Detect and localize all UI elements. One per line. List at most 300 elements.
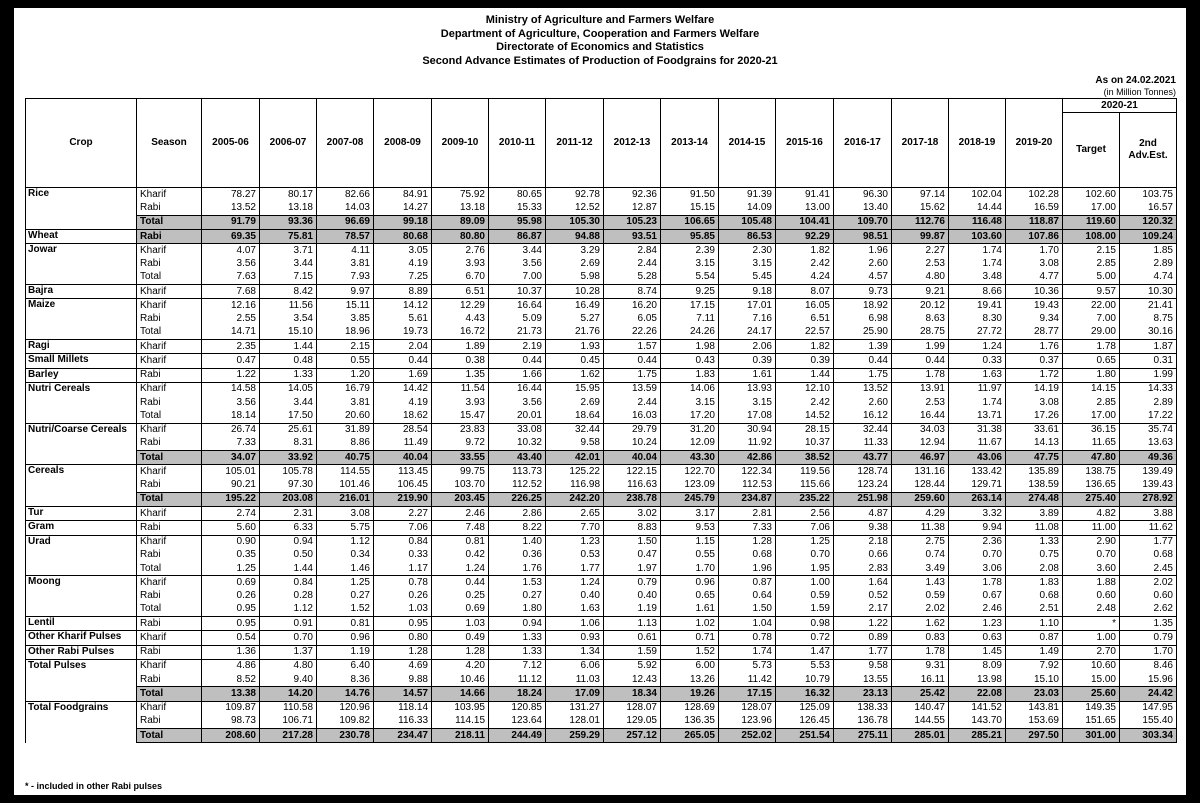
value-cell: 141.52 [949,701,1006,715]
season-label: Kharif [137,423,202,437]
value-cell: 0.33 [374,549,432,562]
season-label: Total [137,451,202,465]
value-cell: 0.37 [1006,354,1063,368]
value-cell: 4.86 [202,659,260,673]
value-cell: 9.21 [892,285,949,299]
value-cell: 9.88 [374,673,432,687]
value-cell: 1.17 [374,562,432,576]
column-header-year: 2018-19 [949,99,1006,188]
value-cell: 28.54 [374,423,432,437]
value-cell: 7.33 [202,437,260,451]
value-cell: 1.78 [949,576,1006,590]
value-cell: 4.43 [432,313,489,326]
table-row [26,465,1177,479]
value-cell: 8.63 [892,313,949,326]
value-cell: 82.66 [317,188,374,202]
value-cell: 23.83 [432,423,489,437]
value-cell: 1.10 [1006,617,1063,631]
table-row [26,188,1177,202]
column-header-year: 2013-14 [661,99,719,188]
value-cell: 1.33 [489,631,546,645]
value-cell: 1.82 [776,340,834,354]
value-cell: 1.59 [604,645,661,659]
value-cell: 32.44 [834,423,892,437]
value-cell: 3.60 [1063,562,1120,576]
value-cell: 203.08 [260,492,317,506]
value-cell: 2.53 [892,258,949,271]
value-cell: 0.64 [719,590,776,603]
value-cell: 0.52 [834,590,892,603]
value-cell: 275.11 [834,729,892,743]
value-cell: 218.11 [432,729,489,743]
value-cell: 106.65 [661,215,719,229]
table-row [26,244,1177,258]
value-cell: 19.73 [374,326,432,340]
value-cell: 1.24 [432,562,489,576]
value-cell: 123.09 [661,479,719,493]
value-cell: 0.54 [202,631,260,645]
season-label: Rabi [137,645,202,659]
value-cell: 97.30 [260,479,317,493]
value-cell: 129.71 [949,479,1006,493]
crop-label: Rice [26,188,137,230]
value-cell: 0.49 [432,631,489,645]
title-line-ministry: Ministry of Agriculture and Farmers Welfare [485,14,715,26]
value-cell: 8.83 [604,521,661,535]
column-header-year: 2006-07 [260,99,317,188]
column-header-year: 2009-10 [432,99,489,188]
value-cell: 0.95 [202,603,260,617]
value-cell: 91.39 [719,188,776,202]
value-cell: 8.86 [317,437,374,451]
value-cell: 0.36 [489,549,546,562]
value-cell: 22.08 [949,687,1006,701]
value-cell: 1.25 [317,576,374,590]
value-cell: 216.01 [317,492,374,506]
value-cell: 1.59 [776,603,834,617]
value-cell: 15.11 [317,299,374,313]
value-cell: 18.64 [546,409,604,423]
value-cell: 116.48 [949,215,1006,229]
value-cell: 252.02 [719,729,776,743]
value-cell: 32.44 [546,423,604,437]
value-cell: 92.29 [776,230,834,244]
value-cell: 1.12 [317,535,374,549]
value-cell: 144.55 [892,715,949,729]
value-cell: 7.06 [374,521,432,535]
value-cell: 0.39 [719,354,776,368]
value-cell: 8.09 [949,659,1006,673]
value-cell: 42.01 [546,451,604,465]
value-cell: 12.52 [546,202,604,216]
season-label: Kharif [137,299,202,313]
value-cell: 103.70 [432,479,489,493]
value-cell: 13.71 [949,409,1006,423]
value-cell: 21.73 [489,326,546,340]
value-cell: 259.60 [892,492,949,506]
value-cell: 12.10 [776,382,834,396]
value-cell: 1.61 [661,603,719,617]
value-cell: 2.69 [546,258,604,271]
value-cell: 18.96 [317,326,374,340]
value-cell: 2.65 [546,507,604,521]
value-cell: 7.00 [489,271,546,285]
season-label: Total [137,603,202,617]
value-cell: 28.75 [892,326,949,340]
season-label: Total [137,562,202,576]
value-cell: 5.53 [776,659,834,673]
value-cell: 2.27 [374,507,432,521]
value-cell: 0.31 [1120,354,1177,368]
value-cell: 89.09 [432,215,489,229]
value-cell: 31.38 [949,423,1006,437]
value-cell: 3.15 [719,396,776,409]
season-label: Rabi [137,202,202,216]
value-cell: 195.22 [202,492,260,506]
value-cell: 143.70 [949,715,1006,729]
value-cell: 1.36 [202,645,260,659]
value-cell: 1.43 [892,576,949,590]
season-label: Rabi [137,521,202,535]
value-cell: 16.79 [317,382,374,396]
value-cell: 1.82 [776,244,834,258]
value-cell: 0.25 [432,590,489,603]
value-cell: 18.92 [834,299,892,313]
value-cell: 31.89 [317,423,374,437]
value-cell: 1.61 [719,368,776,382]
value-cell: 1.74 [719,645,776,659]
table-row [26,673,1177,687]
table-row [26,285,1177,299]
table-row [26,368,1177,382]
value-cell: 0.69 [202,576,260,590]
value-cell: 1.28 [719,535,776,549]
season-label: Rabi [137,617,202,631]
value-cell: 1.87 [1120,340,1177,354]
crop-label: Cereals [26,465,137,507]
value-cell: 257.12 [604,729,661,743]
value-cell: 13.52 [834,382,892,396]
value-cell: 275.40 [1063,492,1120,506]
value-cell: 1.00 [1063,631,1120,645]
value-cell: 96.30 [834,188,892,202]
value-cell: 1.19 [604,603,661,617]
value-cell: 25.61 [260,423,317,437]
value-cell: 1.62 [892,617,949,631]
value-cell: 15.47 [432,409,489,423]
value-cell: 119.56 [776,465,834,479]
production-table [25,98,1177,743]
value-cell: 25.42 [892,687,949,701]
value-cell: 120.96 [317,701,374,715]
crop-label: Nutri/Coarse Cereals [26,423,137,465]
value-cell: 16.57 [1120,202,1177,216]
value-cell: 11.00 [1063,521,1120,535]
value-cell: 13.91 [892,382,949,396]
value-cell: 3.08 [1006,258,1063,271]
value-cell: 9.53 [661,521,719,535]
value-cell: 25.60 [1063,687,1120,701]
value-cell: 14.15 [1063,382,1120,396]
value-cell: 0.70 [776,549,834,562]
value-cell: 1.25 [202,562,260,576]
value-cell: 0.67 [949,590,1006,603]
value-cell: 1.57 [604,340,661,354]
crop-label: Maize [26,299,137,340]
value-cell: 8.07 [776,285,834,299]
value-cell: 1.98 [661,340,719,354]
value-cell: 17.00 [1063,409,1120,423]
value-cell: 1.23 [949,617,1006,631]
value-cell: 116.33 [374,715,432,729]
value-cell: 14.06 [661,382,719,396]
value-cell: 86.87 [489,230,546,244]
value-cell: 1.13 [604,617,661,631]
value-cell: 43.30 [661,451,719,465]
value-cell: 11.03 [546,673,604,687]
value-cell: 0.65 [661,590,719,603]
value-cell: 2.19 [489,340,546,354]
value-cell: 10.24 [604,437,661,451]
value-cell: 15.33 [489,202,546,216]
season-label: Kharif [137,659,202,673]
value-cell: 99.18 [374,215,432,229]
value-cell: 0.84 [374,535,432,549]
value-cell: 29.79 [604,423,661,437]
season-label: Total [137,687,202,701]
title-line-report: Second Advance Estimates of Production of Foodgrains for 2020-21 [422,54,778,67]
value-cell: 0.95 [202,617,260,631]
value-cell: 4.29 [892,507,949,521]
value-cell: 12.94 [892,437,949,451]
value-cell: 0.44 [834,354,892,368]
value-cell: 128.07 [719,701,776,715]
value-cell: 14.76 [317,687,374,701]
value-cell: 36.15 [1063,423,1120,437]
value-cell: 8.52 [202,673,260,687]
table-row [26,631,1177,645]
value-cell: 1.24 [949,340,1006,354]
value-cell: 96.69 [317,215,374,229]
value-cell: 1.53 [489,576,546,590]
value-cell: 11.65 [1063,437,1120,451]
value-cell: 33.92 [260,451,317,465]
value-cell: 17.01 [719,299,776,313]
value-cell: 30.16 [1120,326,1177,340]
value-cell: 2.89 [1120,396,1177,409]
value-cell: 14.57 [374,687,432,701]
season-label: Rabi [137,549,202,562]
value-cell: 1.22 [834,617,892,631]
value-cell: 5.61 [374,313,432,326]
value-cell: 0.98 [776,617,834,631]
value-cell: * [1063,617,1120,631]
crop-label: Gram [26,521,137,535]
value-cell: 2.76 [432,244,489,258]
value-cell: 125.09 [776,701,834,715]
as-on-date: As on 24.02.2021 [1095,75,1176,86]
value-cell: 14.13 [1006,437,1063,451]
value-cell: 22.57 [776,326,834,340]
season-label: Total [137,215,202,229]
value-cell: 93.36 [260,215,317,229]
value-cell: 109.87 [202,701,260,715]
value-cell: 95.85 [661,230,719,244]
value-cell: 3.71 [260,244,317,258]
value-cell: 98.51 [834,230,892,244]
value-cell: 2.90 [1063,535,1120,549]
value-cell: 1.44 [260,562,317,576]
value-cell: 149.35 [1063,701,1120,715]
value-cell: 2.08 [1006,562,1063,576]
value-cell: 69.35 [202,230,260,244]
value-cell: 90.21 [202,479,260,493]
value-cell: 1.88 [1063,576,1120,590]
value-cell: 3.93 [432,396,489,409]
value-cell: 8.74 [604,285,661,299]
value-cell: 28.15 [776,423,834,437]
column-header-year: 2012-13 [604,99,661,188]
value-cell: 0.78 [719,631,776,645]
column-header-year: 2011-12 [546,99,604,188]
value-cell: 1.63 [546,603,604,617]
value-cell: 14.66 [432,687,489,701]
value-cell: 278.92 [1120,492,1177,506]
value-cell: 11.33 [834,437,892,451]
value-cell: 133.42 [949,465,1006,479]
value-cell: 14.44 [949,202,1006,216]
value-cell: 0.68 [1006,590,1063,603]
value-cell: 217.28 [260,729,317,743]
value-cell: 22.00 [1063,299,1120,313]
value-cell: 23.03 [1006,687,1063,701]
value-cell: 11.49 [374,437,432,451]
value-cell: 155.40 [1120,715,1177,729]
value-cell: 0.26 [374,590,432,603]
value-cell: 2.17 [834,603,892,617]
value-cell: 16.44 [892,409,949,423]
value-cell: 17.15 [719,687,776,701]
season-label: Rabi [137,230,202,244]
value-cell: 1.69 [374,368,432,382]
value-cell: 1.45 [949,645,1006,659]
value-cell: 6.05 [604,313,661,326]
value-cell: 109.70 [834,215,892,229]
value-cell: 103.95 [432,701,489,715]
value-cell: 122.15 [604,465,661,479]
value-cell: 17.22 [1120,409,1177,423]
value-cell: 0.91 [260,617,317,631]
table-row [26,326,1177,340]
value-cell: 47.80 [1063,451,1120,465]
value-cell: 1.28 [374,645,432,659]
value-cell: 7.00 [1063,313,1120,326]
value-cell: 5.54 [661,271,719,285]
value-cell: 16.72 [432,326,489,340]
value-cell: 5.27 [546,313,604,326]
value-cell: 92.36 [604,188,661,202]
value-cell: 1.50 [604,535,661,549]
value-cell: 234.87 [719,492,776,506]
value-cell: 46.97 [892,451,949,465]
value-cell: 14.03 [317,202,374,216]
value-cell: 1.93 [546,340,604,354]
value-cell: 8.36 [317,673,374,687]
value-cell: 2.51 [1006,603,1063,617]
value-cell: 10.37 [489,285,546,299]
value-cell: 9.18 [719,285,776,299]
value-cell: 0.53 [546,549,604,562]
value-cell: 0.94 [260,535,317,549]
table-row [26,521,1177,535]
value-cell: 9.58 [834,659,892,673]
table-row [26,590,1177,603]
value-cell: 14.20 [260,687,317,701]
value-cell: 91.41 [776,188,834,202]
value-cell: 4.74 [1120,271,1177,285]
value-cell: 4.19 [374,396,432,409]
column-header-2nd-adv-est: 2nd Adv.Est. [1120,113,1177,188]
value-cell: 245.79 [661,492,719,506]
value-cell: 16.32 [776,687,834,701]
footnote: * - included in other Rabi pulses [25,781,163,791]
value-cell: 0.50 [260,549,317,562]
value-cell: 9.38 [834,521,892,535]
value-cell: 20.12 [892,299,949,313]
value-cell: 0.45 [546,354,604,368]
value-cell: 242.20 [546,492,604,506]
value-cell: 0.94 [489,617,546,631]
value-cell: 116.98 [546,479,604,493]
column-header-year: 2007-08 [317,99,374,188]
value-cell: 2.85 [1063,258,1120,271]
value-cell: 1.72 [1006,368,1063,382]
value-cell: 78.27 [202,188,260,202]
value-cell: 106.45 [374,479,432,493]
table-row [26,409,1177,423]
table-row [26,715,1177,729]
value-cell: 13.52 [202,202,260,216]
value-cell: 40.04 [604,451,661,465]
value-cell: 0.47 [202,354,260,368]
season-label: Rabi [137,437,202,451]
value-cell: 103.60 [949,230,1006,244]
value-cell: 27.72 [949,326,1006,340]
value-cell: 0.61 [604,631,661,645]
value-cell: 43.06 [949,451,1006,465]
value-cell: 0.72 [776,631,834,645]
value-cell: 12.43 [604,673,661,687]
value-cell: 9.73 [834,285,892,299]
value-cell: 7.48 [432,521,489,535]
value-cell: 0.44 [489,354,546,368]
value-cell: 9.57 [1063,285,1120,299]
table-row [26,258,1177,271]
value-cell: 0.87 [1006,631,1063,645]
value-cell: 21.76 [546,326,604,340]
value-cell: 122.70 [661,465,719,479]
value-cell: 1.12 [260,603,317,617]
season-label: Kharif [137,535,202,549]
value-cell: 1.96 [834,244,892,258]
column-header-year: 2015-16 [776,99,834,188]
value-cell: 1.44 [260,340,317,354]
value-cell: 10.79 [776,673,834,687]
value-cell: 0.89 [834,631,892,645]
value-cell: 3.32 [949,507,1006,521]
value-cell: 4.57 [834,271,892,285]
value-cell: 1.28 [432,645,489,659]
